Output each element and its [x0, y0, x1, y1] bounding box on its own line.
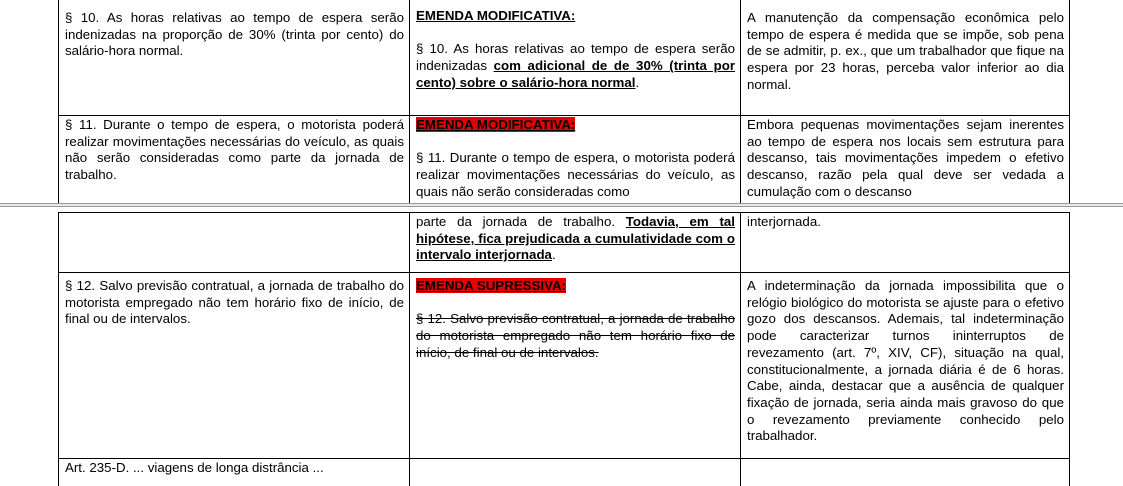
- original-text-cell: [59, 273, 410, 459]
- amendment-added-text: Todavia, em tal hipótese, fica prejudicada a cumulatividade com o intervalo interjornada: [416, 214, 736, 263]
- amendment-type-header: EMENDA MODIFICATIVA:: [416, 8, 576, 23]
- amendment-cell: [410, 273, 741, 459]
- justification-text: Embora pequenas movimentações sejam inerentes ao tempo de espera nos locais sem estrutura para descanso, tais movimentações impedem o efetivo descanso, razão pela qual deve ser vedada a cumulação com o descanso: [747, 117, 1064, 199]
- original-text: § 12. Salvo previsão contratual, a jornada de trabalho do motorista empregado não tem horário fixo de início, de final ou de intervalos.: [65, 278, 404, 327]
- amendment-cell: [410, 459, 741, 486]
- original-text-cell: [59, 0, 410, 116]
- amendment-table-upper: [58, 0, 1070, 203]
- original-text-cell: [59, 213, 410, 273]
- table-row: [59, 459, 1070, 486]
- amendment-cell: [410, 213, 741, 273]
- original-text: § 11. Durante o tempo de espera, o motorista poderá realizar movimentações necessárias do veículo, as quais não serão consideradas como parte da jornada de trabalho.: [65, 117, 404, 183]
- table-row: [59, 213, 1070, 273]
- amendment-type-header: EMENDA MODIFICATIVA:: [416, 117, 576, 132]
- table-row: [59, 0, 1070, 116]
- table-row: [59, 273, 1070, 459]
- amendment-cell: [410, 0, 741, 116]
- justification-cell: [741, 213, 1070, 273]
- original-text-cell: [59, 116, 410, 204]
- amendment-added-text: com adicional de de 30% (trinta por cento) sobre o salário-hora normal: [416, 58, 735, 90]
- amendment-text: parte da jornada de trabalho. Todavia, em tal hipótese, fica prejudicada a cumulatividade com o intervalo interjornada.: [416, 214, 736, 263]
- original-text: Art. 235-D. ... viagens de longa distrância ...: [65, 460, 324, 475]
- justification-cell: [741, 273, 1070, 459]
- amendment-table-lower: [58, 212, 1070, 486]
- amendment-text: § 10. As horas relativas ao tempo de espera serão indenizadas com adicional de de 30% (trinta por cento) sobre o salário-hora normal.: [416, 41, 735, 90]
- justification-cell: [741, 116, 1070, 204]
- amendment-type-header: EMENDA SUPRESSIVA:: [416, 278, 566, 293]
- justification-cell: [741, 0, 1070, 116]
- page-upper: [0, 0, 1123, 203]
- amendment-cell: [410, 116, 741, 204]
- original-text-cell: [59, 459, 410, 486]
- page-lower: [0, 207, 1123, 486]
- amendment-deleted-text: § 12. Salvo previsão contratual, a jornada de trabalho do motorista empregado não tem horário fixo de início, de final ou de intervalos.: [416, 311, 735, 360]
- justification-text: A indeterminação da jornada impossibilita que o relógio biológico do motorista se ajuste para o efetivo gozo dos descansos. Ademais, tal indeterminação pode caracterizar turnos ininterruptos de revezamento (art. 7º, XIV, CF), situação na qual, constitucionalmente, a jornada diária é de 6 horas. Cabe, ainda, destacar que a ausência de qualquer fixação de jornada, seria ainda mais gravoso do que o revezamento previamente conhecido pelo trabalhador.: [747, 278, 1064, 444]
- amendment-text: § 11. Durante o tempo de espera, o motorista poderá realizar movimentações necessárias do veículo, as quais não serão consideradas como: [416, 150, 735, 199]
- table-row: [59, 116, 1070, 204]
- original-text: § 10. As horas relativas ao tempo de espera serão indenizadas na proporção de 30% (trinta por cento) do salário-hora normal.: [65, 10, 404, 59]
- justification-text: A manutenção da compensação econômica pelo tempo de espera é medida que se impõe, sob pena de se admitir, p. ex., que um trabalhador que fique na espera por 23 horas, perceba valor inferior ao dia normal.: [747, 10, 1064, 92]
- justification-text: interjornada.: [747, 214, 821, 229]
- justification-cell: [741, 459, 1070, 486]
